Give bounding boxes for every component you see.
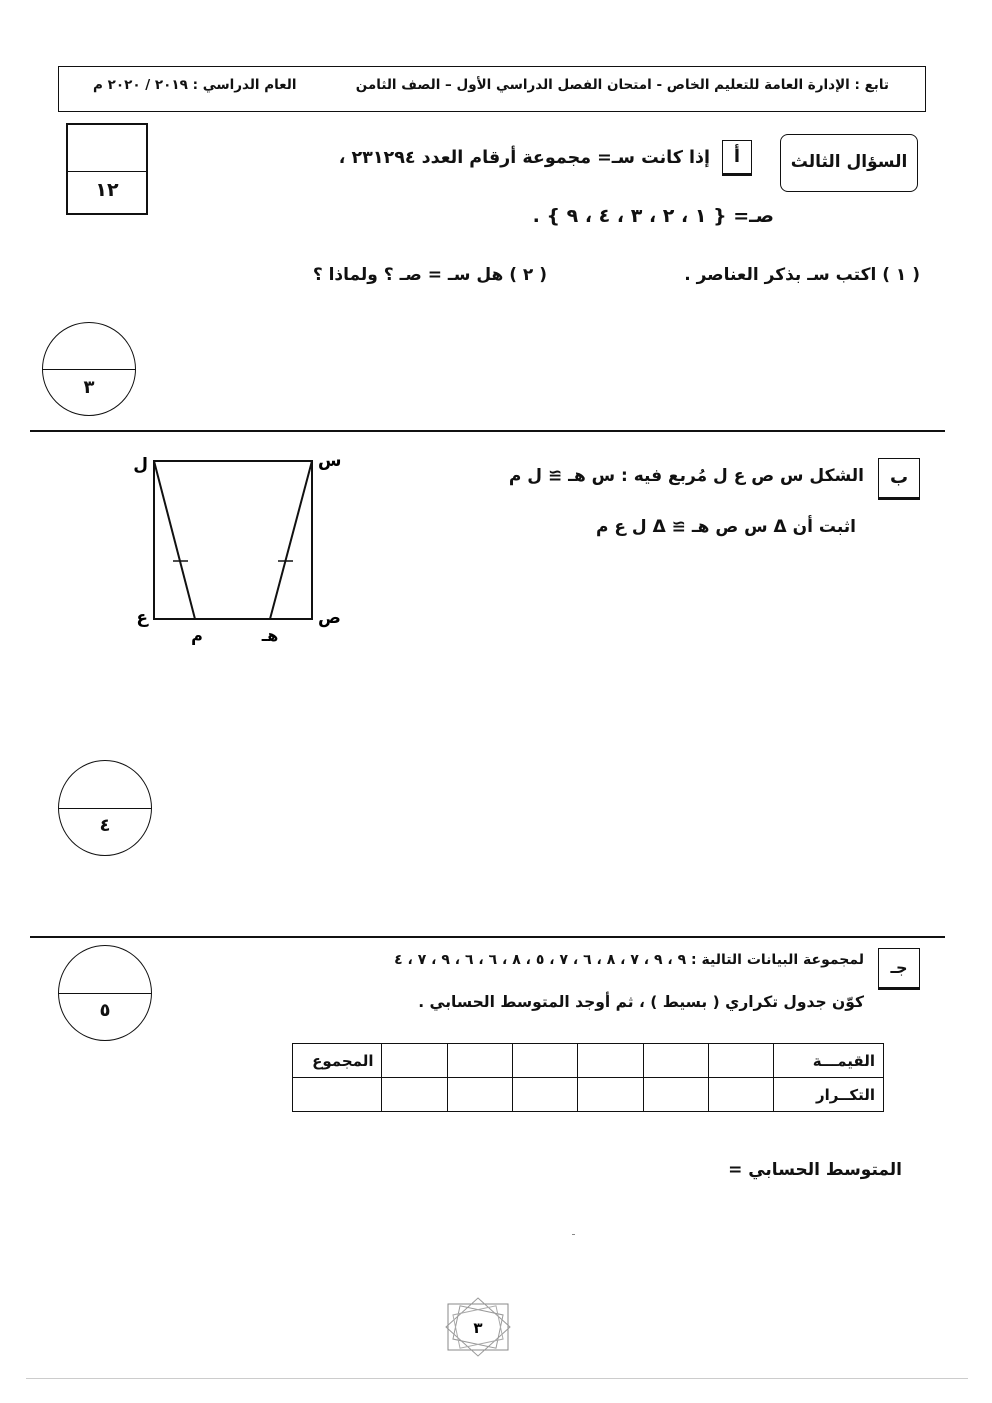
frequency-cell[interactable] (643, 1078, 708, 1112)
part-a-set: صـ= { ١ ، ٢ ، ٣ ، ٤ ، ٩ } . (532, 205, 774, 227)
question-title: السؤال الثالث (780, 134, 918, 192)
circle-divider (59, 993, 151, 994)
vertex-label-s: س (318, 451, 342, 471)
value-cell[interactable] (382, 1044, 447, 1078)
page-number-emblem (440, 1296, 516, 1358)
page-bottom-rule (26, 1378, 968, 1379)
value-row-header: القيمـــة (774, 1044, 884, 1078)
part-a-score: ٣ (83, 377, 95, 398)
part-a-task1: ( ١ ) اكتب سـ بذكر العناصر . (684, 265, 920, 285)
part-c-task: كوّن جدول تكراري ( بسيط ) ، ثم أوجد المتوسط الحسابي . (418, 993, 864, 1011)
part-b-line1: الشكل س ص ع ل مُربع فيه : س هـ ≅ ل م (508, 466, 864, 486)
total-score: ١٢ (95, 179, 119, 201)
vertex-label-a: ع (136, 608, 148, 628)
header-title: تابع : الإدارة العامة للتعليم الخاص - امتحان الفصل الدراسي الأول – الصف الثامن (355, 77, 889, 93)
value-cell[interactable] (643, 1044, 708, 1078)
square-figure (120, 440, 360, 660)
frequency-cell[interactable] (513, 1078, 578, 1112)
part-a-line1: إذا كانت سـ= مجموعة أرقام العدد ٢٣١٢٩٤ ، (338, 148, 710, 168)
part-a-score-circle (42, 322, 136, 416)
frequency-row-header: التكــرار (774, 1078, 884, 1112)
point-label-h: هـ (261, 626, 279, 645)
segment-lm (154, 461, 195, 619)
circle-divider (43, 369, 135, 370)
frequency-cell[interactable] (578, 1078, 643, 1112)
total-score-box (66, 123, 148, 215)
part-c-score: ٥ (99, 1000, 111, 1021)
segment-sh (270, 461, 312, 619)
mean-label: المتوسط الحسابي = (728, 1160, 902, 1180)
value-cell[interactable] (447, 1044, 512, 1078)
value-cell[interactable] (709, 1044, 774, 1078)
value-row (293, 1044, 884, 1078)
frequency-total-cell[interactable] (293, 1078, 382, 1112)
point-label-m: م (191, 626, 203, 645)
part-c-data: لمجموعة البيانات التالية : ٩ ، ٩ ، ٧ ، ٨ ، ٦ ، ٧ ، ٥ ، ٨ ، ٦ ، ٦ ، ٩ ، ٧ ، ٤ (394, 952, 864, 968)
frequency-cell[interactable] (709, 1078, 774, 1112)
stray-mark (572, 1234, 575, 1235)
vertex-label-p: ص (318, 608, 341, 628)
part-b-label: ب (878, 458, 920, 500)
part-b-line2: اثبت أن Δ س ص هـ ≅ Δ ل ع م (595, 517, 856, 537)
vertex-label-l: ل (133, 455, 148, 475)
header-academic-year: العام الدراسي : ٢٠١٩ / ٢٠٢٠ م (93, 77, 297, 93)
value-cell[interactable] (578, 1044, 643, 1078)
score-divider (68, 171, 146, 172)
part-c-label: جـ (878, 948, 920, 990)
part-b-score-circle (58, 760, 152, 856)
part-a-task2: ( ٢ ) هل سـ = صـ ؟ ولماذا ؟ (312, 265, 547, 285)
frequency-row (293, 1078, 884, 1112)
frequency-cell[interactable] (382, 1078, 447, 1112)
part-c-score-circle (58, 945, 152, 1041)
page-number: ٣ (473, 1319, 483, 1337)
section-divider-1 (30, 430, 945, 432)
total-header: المجموع (293, 1044, 382, 1078)
part-a-label: أ (722, 140, 752, 176)
part-b-score: ٤ (99, 815, 111, 836)
frequency-table (292, 1043, 884, 1112)
frequency-cell[interactable] (447, 1078, 512, 1112)
section-divider-2 (30, 936, 945, 938)
exam-header (58, 66, 926, 112)
value-cell[interactable] (513, 1044, 578, 1078)
circle-divider (59, 808, 151, 809)
square-outline (154, 461, 312, 619)
